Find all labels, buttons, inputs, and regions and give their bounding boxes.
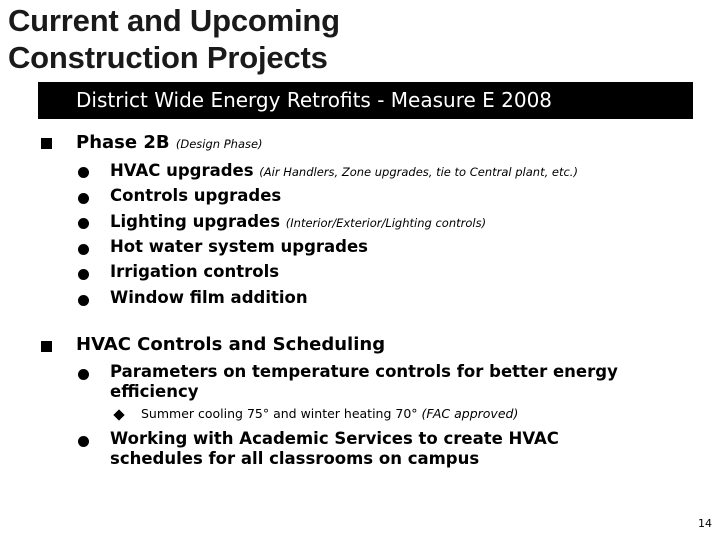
round-bullet-icon	[78, 218, 89, 229]
list-item-label: Window film addition	[110, 288, 308, 307]
diamond-bullet-icon	[113, 409, 124, 420]
list-item	[110, 429, 559, 469]
sub-list-item-text: Summer cooling 75° and winter heating 70°	[141, 406, 422, 421]
slide-title-line-2: Construction Projects	[8, 40, 328, 75]
round-bullet-icon	[78, 167, 89, 178]
list-item	[110, 237, 368, 257]
list-item	[110, 288, 308, 308]
list-item-label: HVAC upgrades	[110, 161, 254, 180]
round-bullet-icon	[78, 369, 89, 380]
list-item	[110, 161, 578, 182]
square-bullet-icon	[41, 341, 52, 352]
list-item-line: schedules for all classrooms on campus	[110, 449, 480, 468]
phase-heading-note: (Design Phase)	[175, 137, 263, 151]
square-bullet-icon	[41, 138, 52, 149]
banner-text: District Wide Energy Retrofits - Measure E 2008	[76, 88, 553, 112]
round-bullet-icon	[78, 269, 89, 280]
phase-heading-label: Phase 2B	[76, 132, 170, 153]
list-item-line: Parameters on temperature controls for better energy	[110, 362, 618, 381]
list-item-note: (Interior/Exterior/Lighting controls)	[285, 216, 487, 230]
list-item-label: Lighting upgrades	[110, 212, 281, 231]
round-bullet-icon	[78, 295, 89, 306]
list-item-label: Hot water system upgrades	[110, 237, 368, 256]
list-item-line: efficiency	[110, 382, 199, 401]
list-item	[110, 212, 486, 233]
page-number: 14	[698, 517, 712, 530]
list-item-note: (Air Handlers, Zone upgrades, tie to Central plant, etc.)	[259, 165, 578, 179]
slide-title	[8, 2, 528, 76]
list-item	[110, 186, 281, 206]
slide-title-line-1: Current and Upcoming	[8, 3, 340, 38]
list-item	[110, 362, 618, 402]
sub-list-item-note: (FAC approved)	[421, 406, 519, 421]
hvac-controls-heading: HVAC Controls and Scheduling	[76, 334, 386, 355]
list-item-label: Controls upgrades	[110, 186, 282, 205]
phase-heading	[76, 132, 263, 155]
round-bullet-icon	[78, 436, 89, 447]
list-item-line: Working with Academic Services to create HVAC	[110, 429, 559, 448]
round-bullet-icon	[78, 193, 89, 204]
sub-list-item	[141, 406, 518, 422]
list-item-label: Irrigation controls	[110, 262, 280, 281]
round-bullet-icon	[78, 244, 89, 255]
list-item	[110, 262, 279, 282]
section-banner	[38, 82, 693, 119]
